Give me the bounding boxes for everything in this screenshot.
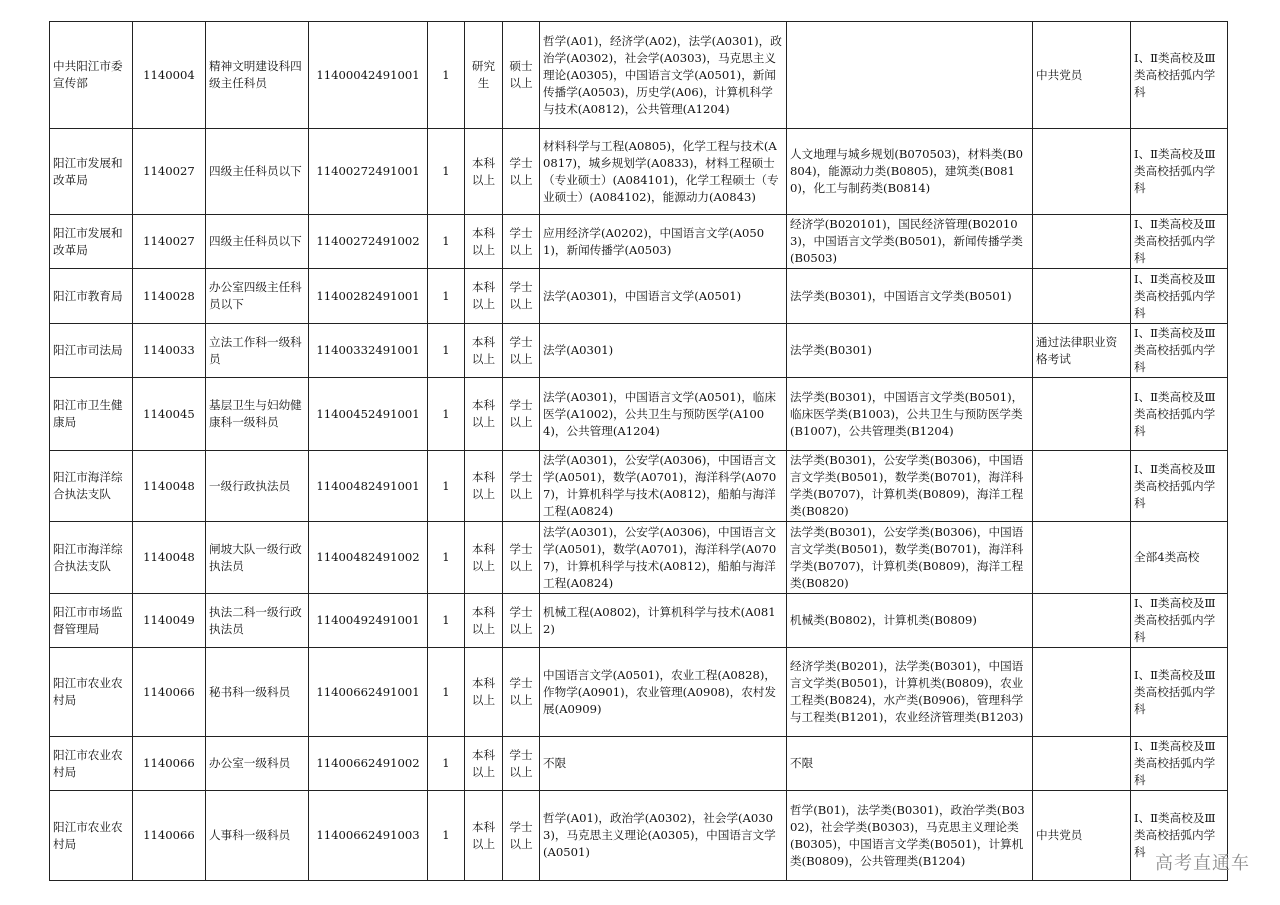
position-code-cell: 11400662491001 [309,648,428,737]
department-code-cell: 1140066 [133,791,206,881]
graduate-major-cell: 哲学(A01)，经济学(A02)，法学(A0301)，政治学(A0302)，社会学(A0303)，马克思主义理论(A0305)，中国语言文学(A0501)，新闻传播学(A0503)，历史学(A06)，计算机科学与技术(A0812)，公共管理(A1204) [540,22,787,129]
school-requirement-cell: Ⅰ、Ⅱ类高校及Ⅲ类高校括弧内学科 [1131,129,1228,215]
graduate-major-cell: 材料科学与工程(A0805)，化学工程与技术(A0817)，城乡规划学(A0833)，材料工程硕士（专业硕士）(A084101)，化学工程硕士（专业硕士）(A084102)，能源动力(A0843) [540,129,787,215]
position-name-cell: 执法二科一级行政执法员 [206,594,309,648]
school-requirement-cell: Ⅰ、Ⅱ类高校及Ⅲ类高校括弧内学科 [1131,215,1228,269]
undergraduate-major-cell: 经济学(B020101)，国民经济管理(B020103)，中国语言文学类(B0501)，新闻传播学类(B0503) [787,215,1033,269]
department-cell: 阳江市海洋综合执法支队 [50,522,133,594]
position-name-cell: 精神文明建设科四级主任科员 [206,22,309,129]
other-requirement-cell [1033,737,1131,791]
degree-cell: 学士以上 [503,594,540,648]
department-cell: 阳江市农业农村局 [50,737,133,791]
watermark: 高考直通车 [1155,853,1250,874]
headcount-cell: 1 [428,324,465,378]
position-name-cell: 人事科一级科员 [206,791,309,881]
headcount-cell: 1 [428,791,465,881]
position-name-cell: 秘书科一级科员 [206,648,309,737]
table-row [50,522,1228,594]
table-row [50,737,1228,791]
degree-cell: 硕士以上 [503,22,540,129]
education-cell: 研究生 [465,22,503,129]
position-code-cell: 11400452491001 [309,378,428,451]
headcount-cell: 1 [428,451,465,522]
undergraduate-major-cell: 哲学(B01)，法学类(B0301)，政治学类(B0302)，社会学类(B0303)，马克思主义理论类(B0305)，中国语言文学类(B0501)，计算机类(B0809)，公共管理类(B1204) [787,791,1033,881]
school-requirement-cell: Ⅰ、Ⅱ类高校及Ⅲ类高校括弧内学科 [1131,648,1228,737]
school-requirement-cell: Ⅰ、Ⅱ类高校及Ⅲ类高校括弧内学科 [1131,791,1228,881]
department-code-cell: 1140048 [133,522,206,594]
education-cell: 本科以上 [465,378,503,451]
undergraduate-major-cell: 法学类(B0301)，中国语言文学类(B0501)，临床医学类(B1003)，公共卫生与预防医学类(B1007)，公共管理类(B1204) [787,378,1033,451]
table-row [50,791,1228,881]
undergraduate-major-cell: 法学类(B0301)，公安学类(B0306)，中国语言文学类(B0501)，数学类(B0701)，海洋科学类(B0707)，计算机类(B0809)，海洋工程类(B0820) [787,522,1033,594]
graduate-major-cell: 法学(A0301)，中国语言文学(A0501)，临床医学(A1002)，公共卫生与预防医学(A1004)，公共管理(A1204) [540,378,787,451]
table-row [50,648,1228,737]
degree-cell: 学士以上 [503,737,540,791]
position-code-cell: 11400042491001 [309,22,428,129]
graduate-major-cell: 不限 [540,737,787,791]
education-cell: 本科以上 [465,129,503,215]
graduate-major-cell: 法学(A0301) [540,324,787,378]
graduate-major-cell: 哲学(A01)，政治学(A0302)，社会学(A0303)，马克思主义理论(A0305)，中国语言文学(A0501) [540,791,787,881]
education-cell: 本科以上 [465,737,503,791]
headcount-cell: 1 [428,522,465,594]
table-row [50,378,1228,451]
position-name-cell: 立法工作科一级科员 [206,324,309,378]
department-code-cell: 1140049 [133,594,206,648]
school-requirement-cell: Ⅰ、Ⅱ类高校及Ⅲ类高校括弧内学科 [1131,737,1228,791]
table-row [50,269,1228,324]
headcount-cell: 1 [428,269,465,324]
graduate-major-cell: 中国语言文学(A0501)，农业工程(A0828)，作物学(A0901)，农业管理(A0908)，农村发展(A0909) [540,648,787,737]
department-cell: 阳江市海洋综合执法支队 [50,451,133,522]
degree-cell: 学士以上 [503,324,540,378]
undergraduate-major-cell: 机械类(B0802)，计算机类(B0809) [787,594,1033,648]
school-requirement-cell: Ⅰ、Ⅱ类高校及Ⅲ类高校括弧内学科 [1131,22,1228,129]
table-row [50,451,1228,522]
education-cell: 本科以上 [465,791,503,881]
graduate-major-cell: 法学(A0301)，公安学(A0306)，中国语言文学(A0501)，数学(A0701)，海洋科学(A0707)，计算机科学与技术(A0812)，船舶与海洋工程(A0824) [540,451,787,522]
table-row [50,22,1228,129]
education-cell: 本科以上 [465,648,503,737]
other-requirement-cell: 中共党员 [1033,22,1131,129]
table-row [50,129,1228,215]
graduate-major-cell: 法学(A0301)，公安学(A0306)，中国语言文学(A0501)，数学(A0701)，海洋科学(A0707)，计算机科学与技术(A0812)，船舶与海洋工程(A0824) [540,522,787,594]
undergraduate-major-cell: 人文地理与城乡规划(B070503)，材料类(B0804)，能源动力类(B0805)，建筑类(B0810)，化工与制药类(B0814) [787,129,1033,215]
position-code-cell: 11400272491002 [309,215,428,269]
department-code-cell: 1140004 [133,22,206,129]
education-cell: 本科以上 [465,522,503,594]
headcount-cell: 1 [428,378,465,451]
undergraduate-major-cell: 法学类(B0301)，中国语言文学类(B0501) [787,269,1033,324]
position-name-cell: 四级主任科员以下 [206,215,309,269]
other-requirement-cell [1033,451,1131,522]
graduate-major-cell: 应用经济学(A0202)，中国语言文学(A0501)，新闻传播学(A0503) [540,215,787,269]
department-cell: 阳江市农业农村局 [50,791,133,881]
education-cell: 本科以上 [465,215,503,269]
graduate-major-cell: 法学(A0301)，中国语言文学(A0501) [540,269,787,324]
recruitment-table [49,21,1228,881]
department-cell: 阳江市发展和改革局 [50,215,133,269]
department-code-cell: 1140066 [133,648,206,737]
department-cell: 阳江市司法局 [50,324,133,378]
education-cell: 本科以上 [465,451,503,522]
school-requirement-cell: Ⅰ、Ⅱ类高校及Ⅲ类高校括弧内学科 [1131,269,1228,324]
position-code-cell: 11400282491001 [309,269,428,324]
degree-cell: 学士以上 [503,648,540,737]
undergraduate-major-cell [787,22,1033,129]
education-cell: 本科以上 [465,324,503,378]
position-name-cell: 一级行政执法员 [206,451,309,522]
undergraduate-major-cell: 不限 [787,737,1033,791]
degree-cell: 学士以上 [503,451,540,522]
school-requirement-cell: Ⅰ、Ⅱ类高校及Ⅲ类高校括弧内学科 [1131,594,1228,648]
education-cell: 本科以上 [465,269,503,324]
department-code-cell: 1140066 [133,737,206,791]
other-requirement-cell [1033,378,1131,451]
headcount-cell: 1 [428,215,465,269]
position-code-cell: 11400662491003 [309,791,428,881]
position-code-cell: 11400492491001 [309,594,428,648]
other-requirement-cell [1033,215,1131,269]
position-name-cell: 四级主任科员以下 [206,129,309,215]
department-code-cell: 1140027 [133,129,206,215]
department-cell: 阳江市教育局 [50,269,133,324]
department-cell: 阳江市卫生健康局 [50,378,133,451]
position-code-cell: 11400482491001 [309,451,428,522]
other-requirement-cell [1033,129,1131,215]
position-code-cell: 11400272491001 [309,129,428,215]
department-cell: 中共阳江市委宣传部 [50,22,133,129]
headcount-cell: 1 [428,22,465,129]
other-requirement-cell [1033,594,1131,648]
undergraduate-major-cell: 法学类(B0301)，公安学类(B0306)，中国语言文学类(B0501)，数学类(B0701)，海洋科学类(B0707)，计算机类(B0809)，海洋工程类(B0820) [787,451,1033,522]
department-code-cell: 1140027 [133,215,206,269]
school-requirement-cell: Ⅰ、Ⅱ类高校及Ⅲ类高校括弧内学科 [1131,378,1228,451]
position-code-cell: 11400332491001 [309,324,428,378]
table-row [50,594,1228,648]
degree-cell: 学士以上 [503,522,540,594]
degree-cell: 学士以上 [503,791,540,881]
degree-cell: 学士以上 [503,378,540,451]
position-name-cell: 办公室四级主任科员以下 [206,269,309,324]
degree-cell: 学士以上 [503,269,540,324]
table-row [50,215,1228,269]
department-code-cell: 1140028 [133,269,206,324]
position-code-cell: 11400482491002 [309,522,428,594]
school-requirement-cell: Ⅰ、Ⅱ类高校及Ⅲ类高校括弧内学科 [1131,451,1228,522]
department-cell: 阳江市市场监督管理局 [50,594,133,648]
school-requirement-cell: Ⅰ、Ⅱ类高校及Ⅲ类高校括弧内学科 [1131,324,1228,378]
department-cell: 阳江市发展和改革局 [50,129,133,215]
education-cell: 本科以上 [465,594,503,648]
table-row [50,324,1228,378]
department-cell: 阳江市农业农村局 [50,648,133,737]
undergraduate-major-cell: 经济学类(B0201)，法学类(B0301)，中国语言文学类(B0501)，计算机类(B0809)，农业工程类(B0824)，水产类(B0906)，管理科学与工程类(B1201)，农业经济管理类(B1203) [787,648,1033,737]
other-requirement-cell [1033,522,1131,594]
degree-cell: 学士以上 [503,215,540,269]
graduate-major-cell: 机械工程(A0802)，计算机科学与技术(A0812) [540,594,787,648]
undergraduate-major-cell: 法学类(B0301) [787,324,1033,378]
department-code-cell: 1140033 [133,324,206,378]
headcount-cell: 1 [428,737,465,791]
headcount-cell: 1 [428,129,465,215]
headcount-cell: 1 [428,648,465,737]
other-requirement-cell: 中共党员 [1033,791,1131,881]
position-code-cell: 11400662491002 [309,737,428,791]
position-name-cell: 闸坡大队一级行政执法员 [206,522,309,594]
position-name-cell: 办公室一级科员 [206,737,309,791]
department-code-cell: 1140045 [133,378,206,451]
headcount-cell: 1 [428,594,465,648]
other-requirement-cell [1033,648,1131,737]
other-requirement-cell [1033,269,1131,324]
department-code-cell: 1140048 [133,451,206,522]
position-name-cell: 基层卫生与妇幼健康科一级科员 [206,378,309,451]
other-requirement-cell: 通过法律职业资格考试 [1033,324,1131,378]
degree-cell: 学士以上 [503,129,540,215]
school-requirement-cell: 全部4类高校 [1131,522,1228,594]
